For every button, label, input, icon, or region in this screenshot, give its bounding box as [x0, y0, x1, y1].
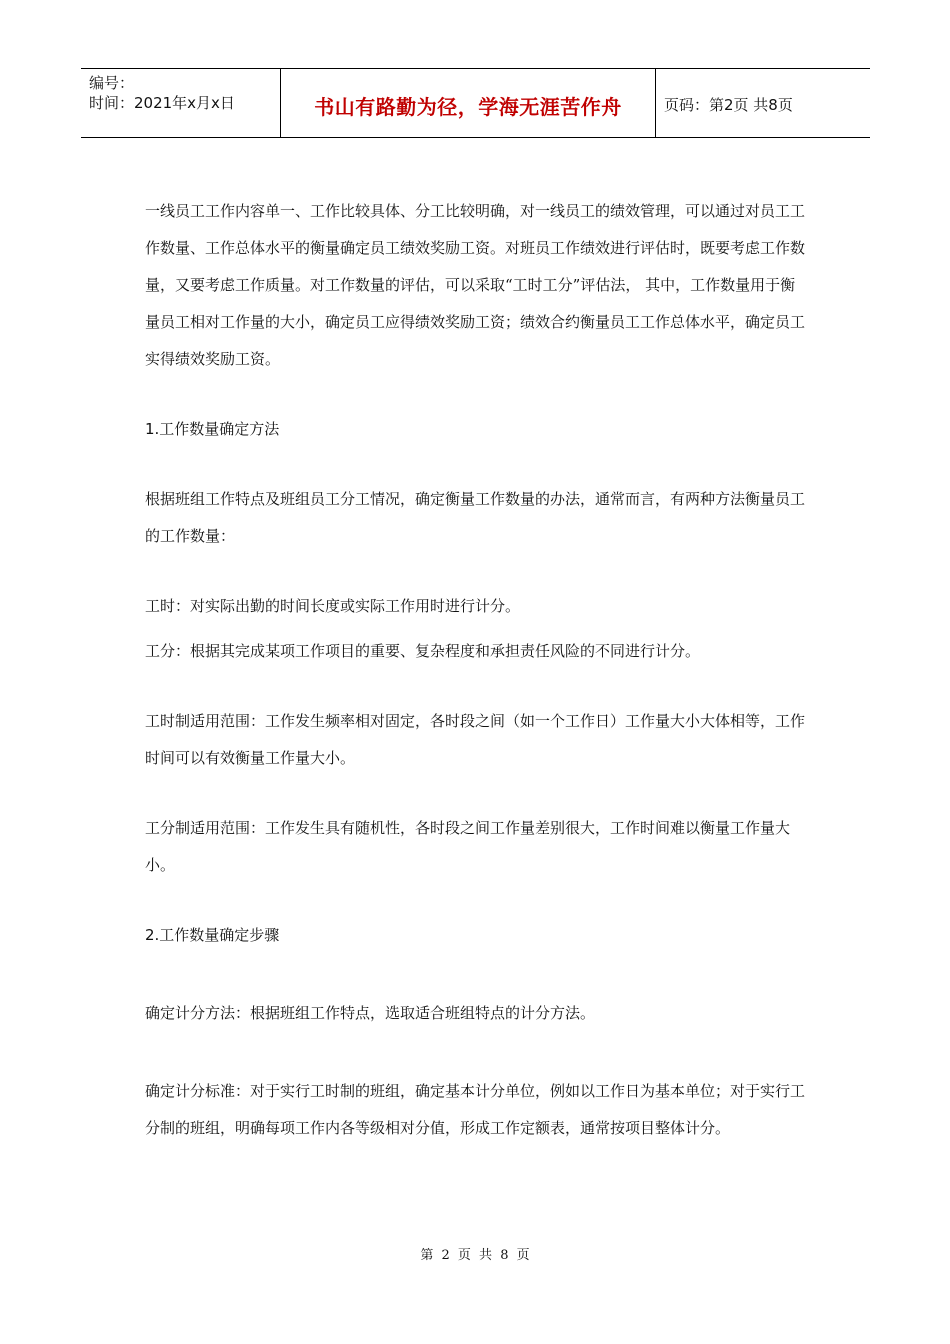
document-number-label: 编号： — [89, 74, 135, 92]
header-motto: 书山有路勤为径，学海无涯苦作舟 — [281, 69, 656, 137]
paragraph-methods: 根据班组工作特点及班组员工分工情况，确定衡量工作数量的办法，通常而言，有两种方法衡量员工的工作数量： — [145, 490, 806, 545]
header-left-cell — [81, 69, 281, 137]
paragraph-work-points: 工分：根据其完成某项工作项目的重要、复杂程度和承担责任风险的不同进行计分。 — [145, 642, 701, 660]
section-heading-1: 1.工作数量确定方法 — [145, 420, 280, 438]
paragraph-hours-scope: 工时制适用范围：工作发生频率相对固定，各时段之间（如一个工作日）工作量大小大体相等，工作时间可以有效衡量工作量大小。 — [145, 712, 806, 767]
section-heading-2: 2.工作数量确定步骤 — [145, 926, 280, 944]
paragraph-intro: 一线员工工作内容单一、工作比较具体、分工比较明确，对一线员工的绩效管理，可以通过对员工工作数量、工作总体水平的衡量确定员工绩效奖励工资。对班员工作绩效进行评估时，既要考虑工作数量，又要考虑工作质量。对工作数量的评估，可以采取“工时工分”评估法， 其中，工作数量用于衡量员工相对工作量的大小，确定员工应得绩效奖励工资；绩效合约衡量员工工作总体水平，确定员工实得绩效奖励工资。 — [145, 202, 806, 368]
header-page-info: 页码：第2页 共8页 — [664, 95, 793, 114]
page-header — [81, 68, 870, 138]
paragraph-scoring-standard: 确定计分标准：对于实行工时制的班组，确定基本计分单位，例如以工作日为基本单位；对于实行工分制的班组，明确每项工作内各等级相对分值，形成工作定额表，通常按项目整体计分。 — [145, 1082, 806, 1137]
paragraph-scoring-method: 确定计分方法：根据班组工作特点，选取适合班组特点的计分方法。 — [145, 1004, 596, 1022]
document-time-label: 时间：2021年x月x日 — [89, 94, 235, 112]
paragraph-work-hours: 工时：对实际出勤的时间长度或实际工作用时进行计分。 — [145, 597, 521, 615]
paragraph-points-scope: 工分制适用范围：工作发生具有随机性，各时段之间工作量差别很大，工作时间难以衡量工作量大小。 — [145, 819, 791, 874]
document-body — [145, 193, 805, 1147]
page-footer: 第 2 页 共 8 页 — [420, 1248, 530, 1263]
